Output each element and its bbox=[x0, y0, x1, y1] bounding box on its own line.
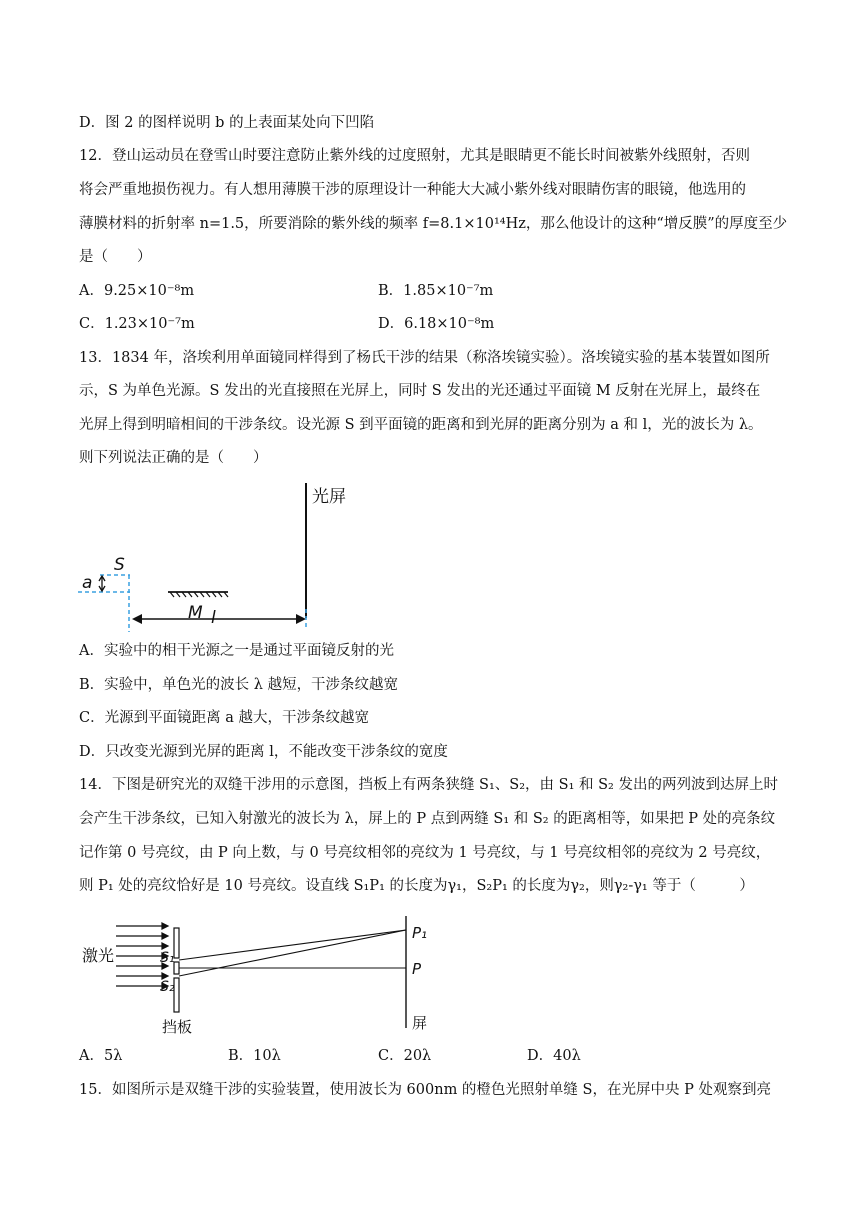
q12-option-d: D．6.18×10⁻⁸m bbox=[378, 316, 495, 332]
q13-option-b: B．实验中，单色光的波长 λ 越短，干涉条纹越宽 bbox=[79, 677, 399, 693]
l-arrow-head-right bbox=[296, 614, 306, 624]
q14-text-line-2: 会产生干涉条纹，已知入射激光的波长为 λ，屏上的 P 点到两缝 S₁ 和 S₂ 的距离相等，如果把 P 处的亮条纹 bbox=[79, 811, 776, 827]
q12-option-b: B．1.85×10⁻⁷m bbox=[378, 283, 494, 299]
p-label: P bbox=[412, 960, 422, 978]
q15-text-line-1: 15．如图所示是双缝干涉的实验装置，使用波长为 600nm 的橙色光照射单缝 S，在光屏中央 P 处观察到亮 bbox=[79, 1082, 771, 1098]
q12-text-line-1: 12．登山运动员在登雪山时要注意防止紫外线的过度照射，尤其是眼睛更不能长时间被紫外线照射，否则 bbox=[79, 148, 750, 164]
s2-label: S₂ bbox=[160, 979, 175, 995]
a-label: a bbox=[82, 573, 93, 593]
lloyd-mirror-diagram bbox=[78, 478, 378, 638]
double-slit-diagram bbox=[82, 916, 442, 1038]
baffle-top bbox=[174, 928, 179, 958]
laser-label: 激光 bbox=[82, 946, 115, 965]
q13-option-d: D．只改变光源到光屏的距离 l，不能改变干涉条纹的宽度 bbox=[79, 744, 448, 760]
s1-label: S₁ bbox=[160, 950, 175, 966]
q11-option-d: D．图 2 的图样说明 b 的上表面某处向下凹陷 bbox=[79, 115, 375, 131]
q13-option-a: A．实验中的相干光源之一是通过平面镜反射的光 bbox=[79, 643, 394, 659]
baffle-label: 挡板 bbox=[162, 1018, 193, 1036]
q12-option-c: C．1.23×10⁻⁷m bbox=[79, 316, 195, 332]
q13-text-line-4: 则下列说法正确的是（ ） bbox=[79, 450, 268, 466]
q14-text-line-3: 记作第 0 号亮纹，由 P 向上数，与 0 号亮纹相邻的亮纹为 1 号亮纹，与 1 号亮纹相邻的亮纹为 2 号亮纹， bbox=[79, 845, 771, 861]
q12-text-line-4: 是（ ） bbox=[79, 249, 152, 265]
q13-text-line-3: 光屏上得到明暗相间的干涉条纹。设光源 S 到平面镜的距离和到光屏的距离分别为 a 和 l，光的波长为 λ。 bbox=[79, 417, 763, 433]
q14-option-d: D．40λ bbox=[527, 1048, 581, 1064]
q14-option-b: B．10λ bbox=[228, 1048, 281, 1064]
ray-s2-p1 bbox=[179, 930, 406, 976]
q14-text-line-1: 14．下图是研究光的双缝干涉用的示意图，挡板上有两条狭缝 S₁、S₂，由 S₁ 和 S₂ 发出的两列波到达屏上时 bbox=[79, 777, 778, 793]
q13-text-line-1: 13．1834 年，洛埃利用单面镜同样得到了杨氏干涉的结果（称洛埃镜实验）。洛埃镜实验的基本装置如图所 bbox=[79, 350, 770, 366]
l-label: l bbox=[211, 608, 216, 628]
screen-label: 屏 bbox=[412, 1014, 428, 1032]
screen-label: 光屏 bbox=[312, 487, 346, 507]
baffle-bottom bbox=[174, 978, 179, 1012]
source-label: S bbox=[114, 555, 125, 575]
q14-option-a: A．5λ bbox=[79, 1048, 123, 1064]
q13-text-line-2: 示，S 为单色光源。S 发出的光直接照在光屏上，同时 S 发出的光还通过平面镜 M 反射在光屏上，最终在 bbox=[79, 383, 761, 399]
q14-text-line-4: 则 P₁ 处的亮纹恰好是 10 号亮纹。设直线 S₁P₁ 的长度为γ₁，S₂P₁ 的长度为γ₂，则γ₂-γ₁ 等于（ ） bbox=[79, 878, 754, 894]
l-arrow-head-left bbox=[132, 614, 142, 624]
p1-label: P₁ bbox=[412, 924, 428, 942]
ray-s1-p1 bbox=[179, 930, 406, 960]
q14-option-c: C．20λ bbox=[378, 1048, 432, 1064]
q12-option-a: A．9.25×10⁻⁸m bbox=[79, 283, 195, 299]
baffle-middle bbox=[174, 962, 179, 974]
q12-text-line-3: 薄膜材料的折射率 n=1.5，所要消除的紫外线的频率 f=8.1×10¹⁴Hz，那么他设计的这种“增反膜”的厚度至少 bbox=[79, 216, 788, 232]
q13-option-c: C．光源到平面镜距离 a 越大，干涉条纹越宽 bbox=[79, 710, 369, 726]
mirror-label: M bbox=[188, 603, 203, 623]
q12-text-line-2: 将会严重地损伤视力。有人想用薄膜干涉的原理设计一种能大大减小紫外线对眼睛伤害的眼镜，他选用的 bbox=[79, 182, 746, 198]
